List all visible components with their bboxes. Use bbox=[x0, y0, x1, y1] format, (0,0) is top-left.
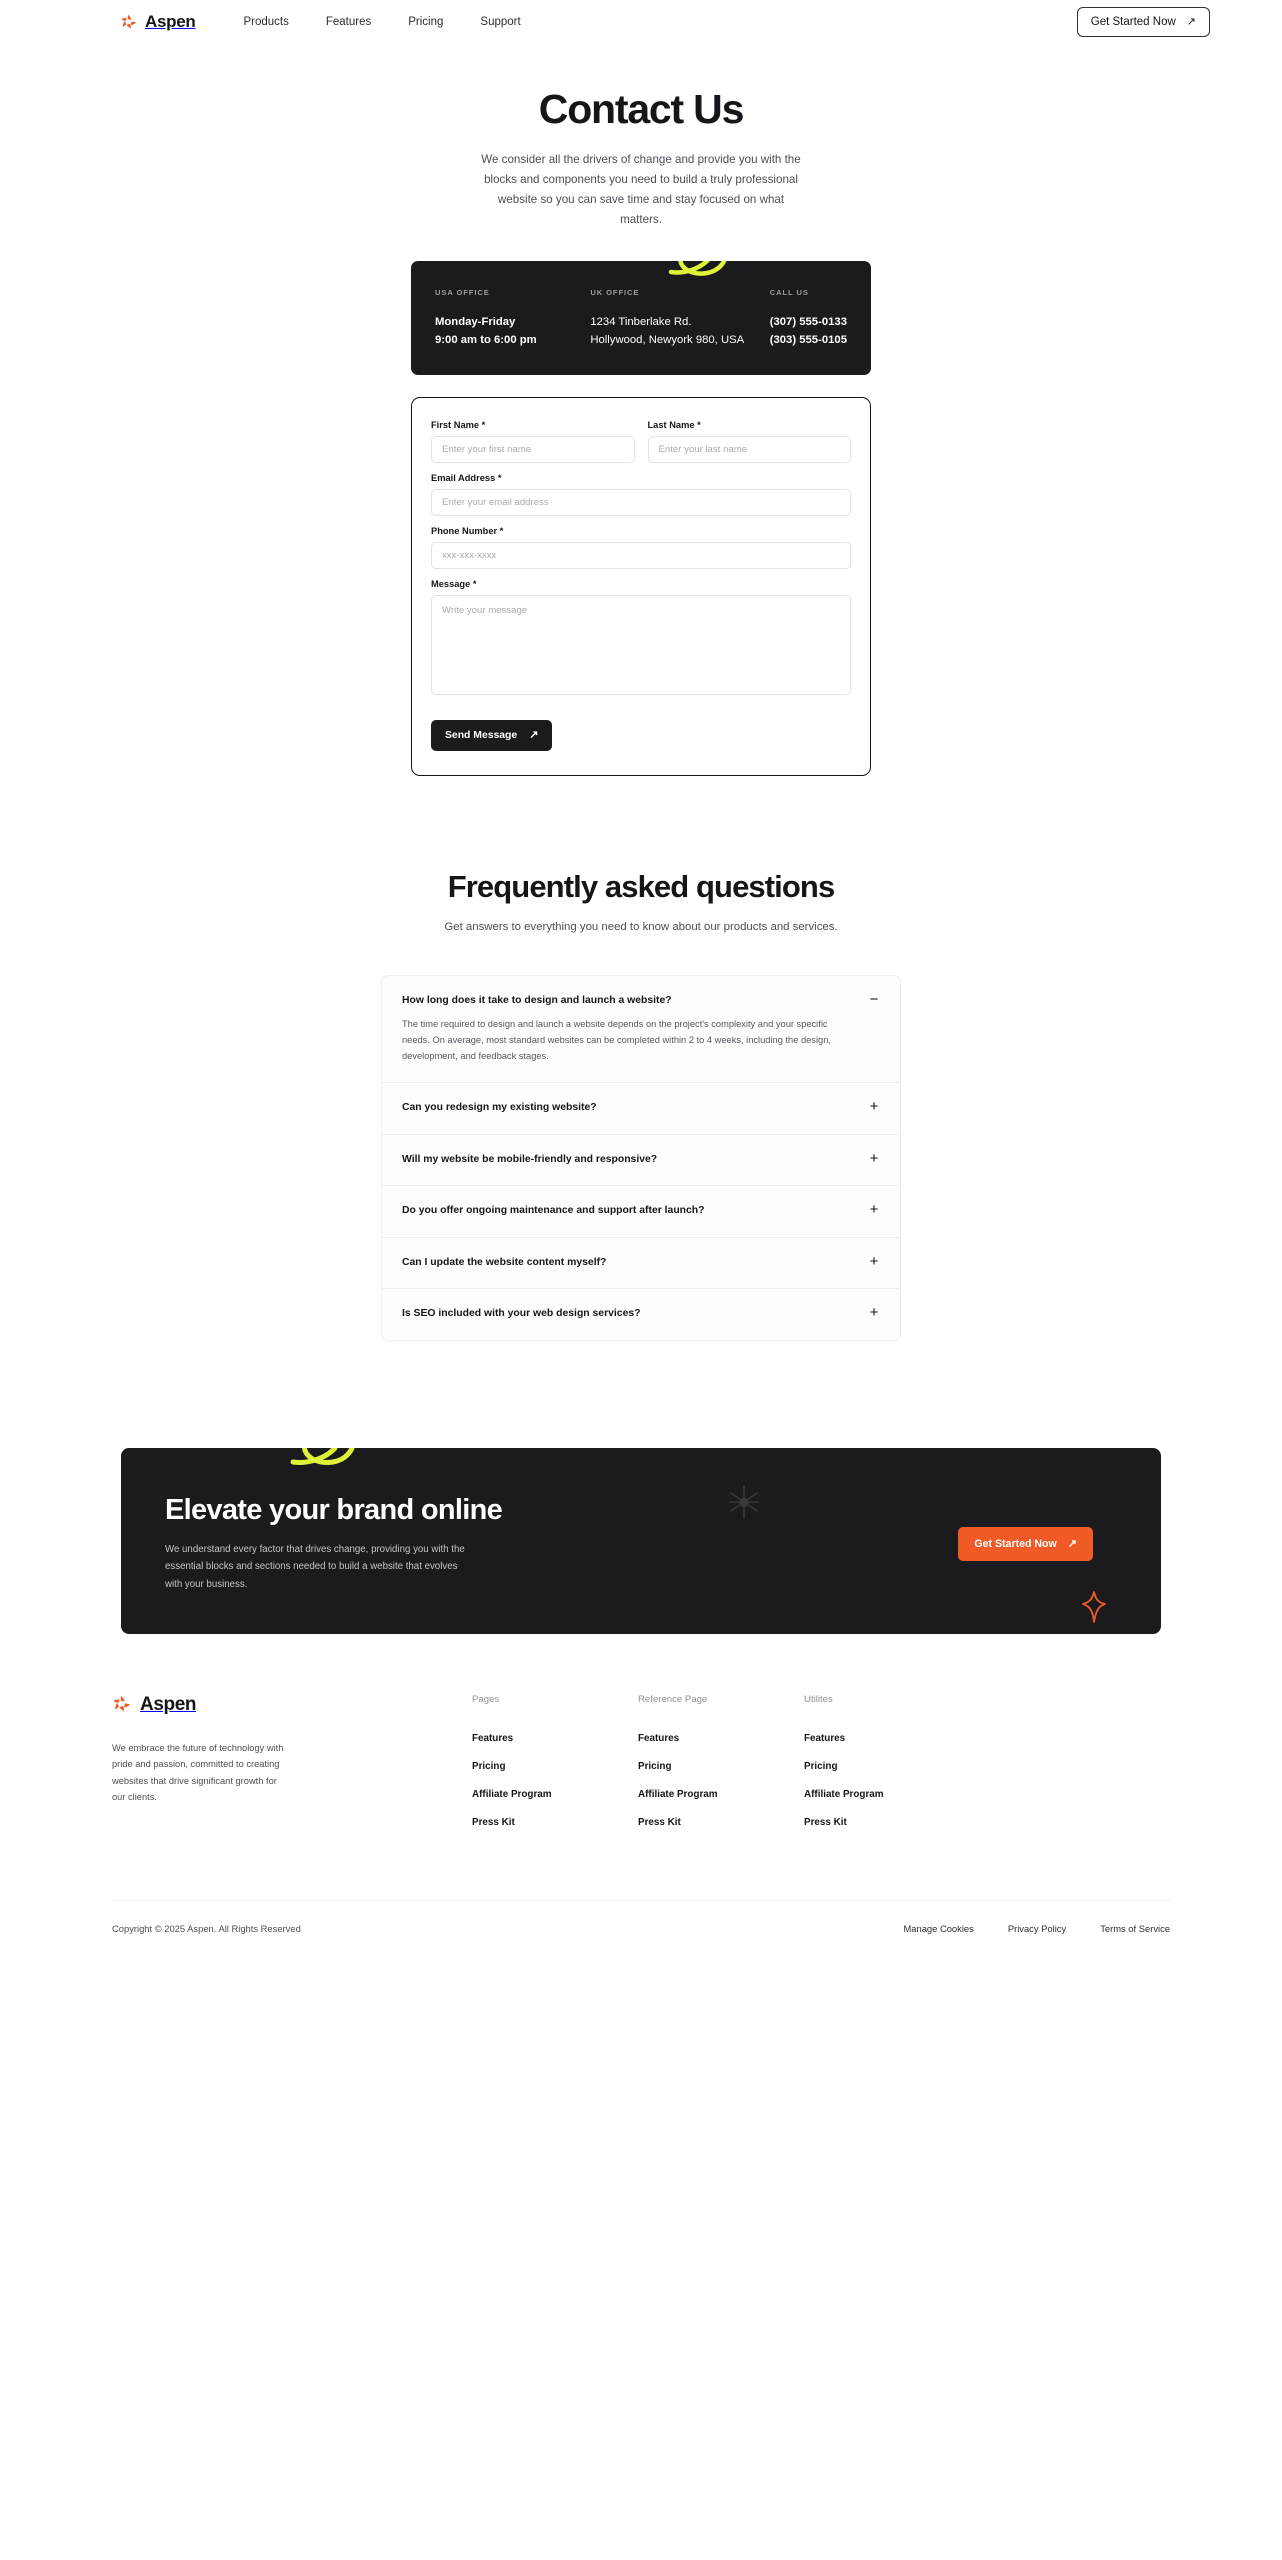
footer-brand-column bbox=[112, 1694, 402, 1845]
faq-answer: The time required to design and launch a website depends on the project's complexity and your specific needs. On average, most standard websites can be completed within 2 to 4 weeks, including the design, development, and feedback stages. bbox=[402, 1019, 831, 1062]
cta-text-block bbox=[165, 1495, 958, 1594]
faq-item bbox=[382, 1135, 900, 1187]
first-name-input[interactable] bbox=[431, 436, 635, 463]
faq-question: Do you offer ongoing maintenance and support after launch? bbox=[402, 1205, 705, 1217]
uk-office-line1: 1234 Tinberlake Rd. bbox=[590, 316, 692, 329]
plus-icon[interactable]: + bbox=[869, 1252, 879, 1270]
last-name-label: Last Name * bbox=[647, 419, 701, 430]
faq-item-header[interactable] bbox=[382, 1289, 900, 1340]
first-name-label: First Name * bbox=[431, 419, 486, 430]
faq-question: Is SEO included with your web design services? bbox=[402, 1308, 641, 1320]
footer-brand-name: Aspen bbox=[140, 1693, 197, 1715]
legal-link-terms-of-service[interactable]: Terms of Service bbox=[1100, 1922, 1170, 1934]
call-us-phone-2[interactable]: (303) 555-0105 bbox=[769, 334, 847, 347]
faq-item bbox=[382, 1083, 900, 1135]
header-get-started-label: Get Started Now bbox=[1090, 16, 1176, 28]
footer-link-press-kit[interactable]: Press Kit bbox=[472, 1816, 515, 1828]
faq-question: Can you redesign my existing website? bbox=[402, 1102, 597, 1114]
faq-title: Frequently asked questions bbox=[447, 868, 835, 904]
usa-office-label: USA OFFICE bbox=[435, 288, 490, 298]
contact-info-bar bbox=[411, 261, 871, 375]
faq-item-header[interactable] bbox=[382, 1083, 900, 1134]
header-get-started-button[interactable] bbox=[1077, 7, 1210, 37]
nav-item-support[interactable]: Support bbox=[480, 16, 521, 28]
usa-office-line1: Monday-Friday bbox=[435, 316, 516, 329]
faq-question: Can I update the website content myself? bbox=[402, 1256, 607, 1268]
plus-icon[interactable]: + bbox=[869, 1149, 879, 1167]
phone-input[interactable] bbox=[431, 542, 851, 569]
cta-wrapper bbox=[0, 1341, 1282, 1634]
footer-link-press-kit[interactable]: Press Kit bbox=[638, 1816, 681, 1828]
faq-item-header[interactable] bbox=[382, 1186, 900, 1237]
faq-item bbox=[382, 1289, 900, 1340]
minus-icon[interactable]: − bbox=[869, 990, 879, 1008]
cta-get-started-button[interactable] bbox=[958, 1527, 1093, 1561]
contact-form-wrapper bbox=[0, 375, 1282, 776]
message-textarea[interactable] bbox=[431, 595, 851, 695]
nav-item-pricing[interactable]: Pricing bbox=[408, 16, 444, 28]
footer-link-pricing[interactable]: Pricing bbox=[638, 1760, 672, 1772]
faq-subtitle: Get answers to everything you need to know about our products and services. bbox=[444, 920, 838, 933]
orange-sparkle-icon bbox=[1081, 1590, 1107, 1624]
footer-link-affiliate-program[interactable]: Affiliate Program bbox=[472, 1788, 552, 1800]
site-footer bbox=[0, 1634, 1282, 1964]
legal-link-privacy-policy[interactable]: Privacy Policy bbox=[1007, 1922, 1067, 1934]
first-name-field-group bbox=[431, 420, 635, 463]
cta-get-started-label: Get Started Now bbox=[974, 1538, 1057, 1551]
yellow-squiggle-loop-icon bbox=[271, 1448, 371, 1486]
footer-column-utilites bbox=[804, 1694, 970, 1845]
footer-top bbox=[112, 1694, 1170, 1845]
footer-column-title: Reference Page bbox=[638, 1693, 708, 1705]
aspen-asterisk-logo-icon bbox=[112, 1695, 131, 1714]
footer-column-title: Utilites bbox=[804, 1693, 833, 1705]
arrow-up-right-icon: ↗ bbox=[1067, 1537, 1077, 1550]
footer-link-features[interactable]: Features bbox=[472, 1732, 514, 1744]
send-message-button[interactable] bbox=[431, 720, 552, 751]
faq-item bbox=[382, 1238, 900, 1290]
footer-brand-link[interactable] bbox=[112, 1694, 402, 1716]
faq-section bbox=[0, 776, 1282, 1341]
footer-link-features[interactable]: Features bbox=[638, 1732, 680, 1744]
uk-office-line2: Hollywood, Newyork 980, USA bbox=[590, 334, 745, 347]
brand-logo-link[interactable] bbox=[120, 12, 195, 32]
uk-office-label: UK OFFICE bbox=[590, 288, 640, 298]
main-nav bbox=[243, 16, 520, 28]
cta-title: Elevate your brand online bbox=[165, 1493, 503, 1526]
plus-icon[interactable]: + bbox=[869, 1098, 879, 1116]
call-us-label: CALL US bbox=[769, 288, 809, 298]
usa-office-line2: 9:00 am to 6:00 pm bbox=[435, 334, 537, 347]
plus-icon[interactable]: + bbox=[869, 1201, 879, 1219]
site-header bbox=[0, 0, 1282, 44]
arrow-up-right-icon: ↗ bbox=[1186, 15, 1196, 28]
aspen-asterisk-logo-icon bbox=[120, 14, 137, 31]
page-title: Contact Us bbox=[538, 86, 744, 132]
phone-field-group bbox=[431, 526, 851, 569]
faq-item-header[interactable] bbox=[382, 976, 900, 1009]
footer-column-pages bbox=[472, 1694, 638, 1845]
faq-item bbox=[382, 976, 900, 1084]
legal-link-manage-cookies[interactable]: Manage Cookies bbox=[903, 1922, 974, 1934]
email-field-group bbox=[431, 473, 851, 516]
faq-item-header[interactable] bbox=[382, 1135, 900, 1186]
footer-link-affiliate-program[interactable]: Affiliate Program bbox=[804, 1788, 884, 1800]
legal-links bbox=[903, 1923, 1170, 1934]
call-us-phone-1[interactable]: (307) 555-0133 bbox=[769, 316, 847, 329]
faq-item bbox=[382, 1186, 900, 1238]
nav-item-features[interactable]: Features bbox=[325, 16, 372, 28]
phone-label: Phone Number * bbox=[431, 525, 504, 536]
last-name-field-group bbox=[648, 420, 852, 463]
contact-col-usa bbox=[435, 288, 590, 350]
footer-links-area bbox=[402, 1694, 1170, 1845]
brand-name: Aspen bbox=[145, 12, 196, 31]
message-field-group bbox=[431, 579, 851, 695]
cta-action-block bbox=[958, 1527, 1121, 1561]
contact-form bbox=[411, 397, 871, 776]
faq-question: How long does it take to design and launch a website? bbox=[402, 994, 672, 1006]
footer-link-pricing[interactable]: Pricing bbox=[804, 1760, 838, 1772]
email-label: Email Address * bbox=[431, 472, 502, 483]
email-input[interactable] bbox=[431, 489, 851, 516]
footer-link-pricing[interactable]: Pricing bbox=[472, 1760, 506, 1772]
faq-question: Will my website be mobile-friendly and responsive? bbox=[402, 1153, 658, 1165]
contact-bar-wrapper bbox=[0, 230, 1282, 375]
footer-column-title: Pages bbox=[472, 1693, 500, 1705]
hero-subtitle: We consider all the drivers of change and provide you with the blocks and components you need to build a truly professional website so you can save time and stay focused on what matters. bbox=[481, 153, 801, 227]
message-label: Message * bbox=[431, 578, 477, 589]
faq-accordion bbox=[381, 975, 901, 1341]
plus-icon[interactable]: + bbox=[869, 1304, 879, 1322]
nav-item-products[interactable]: Products bbox=[243, 16, 289, 28]
footer-about-text: We embrace the future of technology with pride and passion, committed to creating websites that drive significant growth for our clients. bbox=[112, 1742, 284, 1803]
cta-banner bbox=[121, 1448, 1161, 1634]
footer-link-features[interactable]: Features bbox=[804, 1732, 846, 1744]
contact-col-uk bbox=[590, 288, 769, 350]
faq-item-header[interactable] bbox=[382, 1238, 900, 1289]
footer-column-reference-page bbox=[638, 1694, 804, 1845]
arrow-up-right-icon: ↗ bbox=[529, 728, 539, 741]
last-name-input[interactable] bbox=[648, 436, 852, 463]
name-field-row bbox=[431, 420, 851, 473]
send-message-label: Send Message bbox=[445, 729, 518, 741]
cta-description: We understand every factor that drives change, providing you with the essential blocks and sections needed to build a website that evolves with your business. bbox=[165, 1543, 465, 1591]
footer-link-press-kit[interactable]: Press Kit bbox=[804, 1816, 847, 1828]
hero-section bbox=[0, 44, 1282, 230]
contact-col-call-us bbox=[770, 288, 847, 350]
footer-link-affiliate-program[interactable]: Affiliate Program bbox=[638, 1788, 718, 1800]
copyright-text: Copyright © 2025 Aspen. All Rights Reserved bbox=[112, 1922, 301, 1934]
footer-bottom-bar bbox=[112, 1901, 1170, 1964]
